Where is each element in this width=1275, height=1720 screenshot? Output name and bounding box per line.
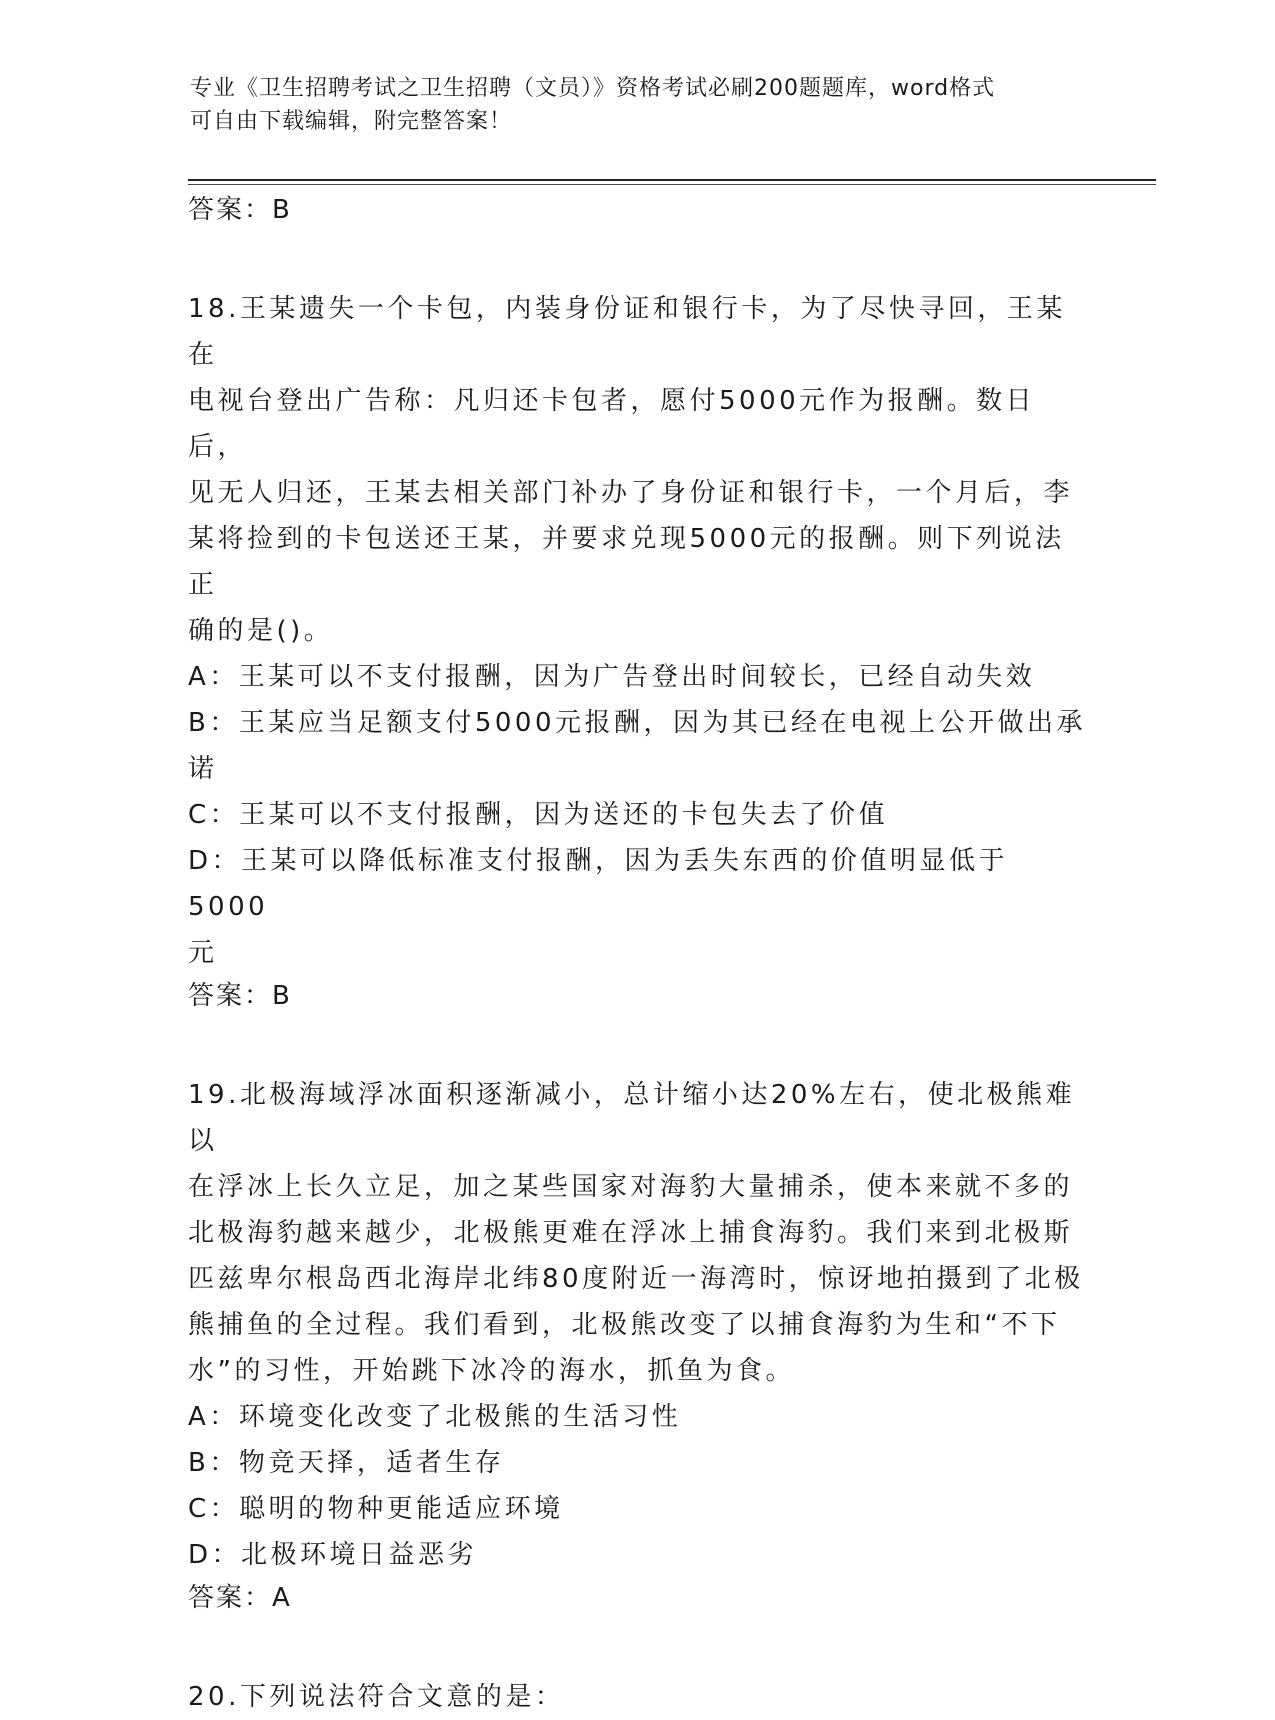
question-18 — [188, 286, 1088, 1016]
header-rule-thick — [188, 179, 1156, 181]
question-19-option-a: A：环境变化改变了北极熊的生活习性 — [188, 1402, 682, 1432]
question-18-option-d: D：王某可以降低标准支付报酬，因为丢失东西的价值明显低于5000 元 — [188, 846, 1009, 968]
answer-18: 答案：B — [188, 981, 292, 1011]
question-19-stem: 19.北极海域浮冰面积逐渐减小，总计缩小达20%左右，使北极熊难以 在浮冰上长久立足，加之某些国家对海豹大量捕杀，使本来就不多的 北极海豹越来越少，北极熊更难在浮冰上捕食海豹。我们来到北极斯 匹兹卑尔根岛西北海岸北纬80度附近一海湾时，惊讶地拍摄到了北极 熊捕鱼的全过程。我们看到，北极熊改变了以捕食海豹为生和“不下 水”的习性，开始跳下冰冷的海水，抓鱼为食。 — [188, 1080, 1084, 1386]
header-line-1: 专业《卫生招聘考试之卫生招聘（文员）》资格考试必刷200题题库，word格式 — [190, 76, 996, 101]
question-20 — [188, 1674, 1088, 1720]
question-18-option-a: A：王某可以不支付报酬，因为广告登出时间较长，已经自动失效 — [188, 662, 1036, 692]
question-19-option-c: C：聪明的物种更能适应环境 — [188, 1494, 564, 1524]
question-20-stem: 20.下列说法符合文意的是： — [188, 1682, 565, 1712]
question-19-option-b: B：物竞天择，适者生存 — [188, 1448, 505, 1478]
header-rule-thin — [188, 184, 1156, 185]
question-18-option-b: B：王某应当足额支付5000元报酬，因为其已经在电视上公开做出承 诺 — [188, 708, 1087, 784]
document-body — [188, 190, 1088, 1720]
header-line-2: 可自由下载编辑，附完整答案！ — [190, 109, 513, 134]
answer-17: 答案：B — [188, 195, 292, 225]
question-18-stem: 18.王某遗失一个卡包，内装身份证和银行卡，为了尽快寻回，王某在 电视台登出广告称：凡归还卡包者，愿付5000元作为报酬。数日后， 见无人归还，王某去相关部门补办了身份证和银行卡，一个月后，李 某将捡到的卡包送还王某，并要求兑现5000元的报酬。则下列说法正 确的是()。 — [188, 294, 1074, 646]
question-18-option-c: C：王某可以不支付报酬，因为送还的卡包失去了价值 — [188, 800, 889, 830]
question-19-option-d: D：北极环境日益恶劣 — [188, 1540, 478, 1570]
answer-19: 答案：A — [188, 1583, 292, 1613]
document-header — [190, 72, 1070, 138]
question-19 — [188, 1072, 1088, 1618]
